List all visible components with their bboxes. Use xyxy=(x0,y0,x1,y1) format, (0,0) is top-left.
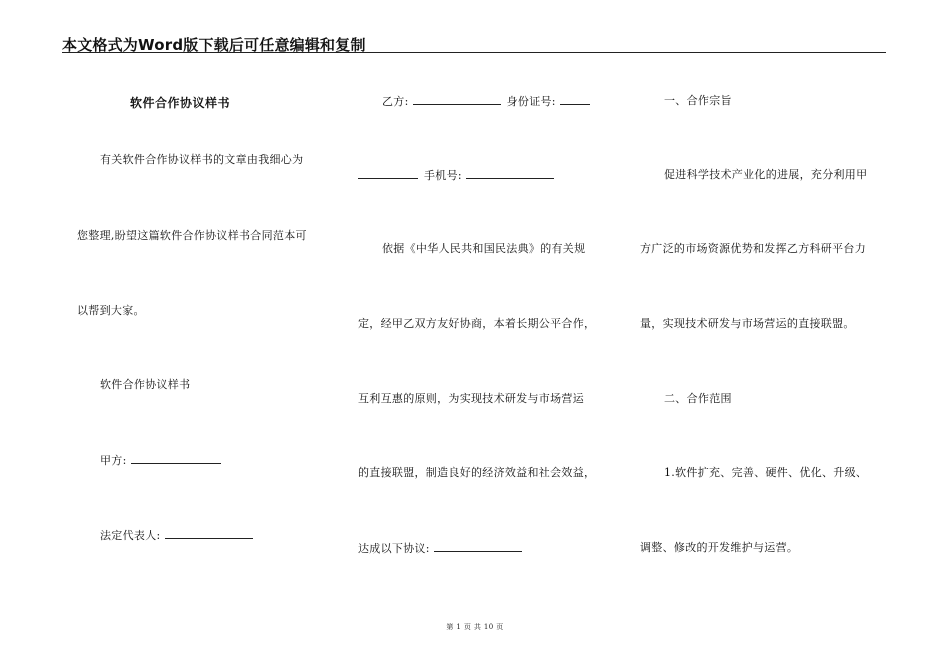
phone-field xyxy=(358,168,554,183)
agreement-blank xyxy=(434,541,522,552)
party-b-id-field xyxy=(382,94,590,109)
intro-line-2: 您整理,盼望这篇软件合作协议样书合同范本可 xyxy=(77,229,307,242)
document-header-title: 本文格式为Word版下载后可任意编辑和复制 xyxy=(62,36,366,54)
id-number-label: 身份证号: xyxy=(506,95,556,108)
agreement-field xyxy=(358,541,522,556)
body-line-2: 定，经甲乙双方友好协商，本着长期公平合作， xyxy=(358,317,596,330)
id-number-blank xyxy=(560,94,590,105)
document-title: 软件合作协议样书 xyxy=(130,96,231,110)
section1-line-1: 促进科学技术产业化的进展，充分利用甲 xyxy=(664,168,868,181)
intro-line-3: 以帮到大家。 xyxy=(77,304,145,317)
page-number: 第 1 页 共 10 页 xyxy=(446,623,504,631)
party-a-label: 甲方: xyxy=(100,454,127,467)
header-divider xyxy=(62,52,886,53)
agreement-label: 达成以下协议: xyxy=(358,542,430,555)
section1-line-3: 量，实现技术研发与市场营运的直接联盟。 xyxy=(640,317,855,330)
section2-heading: 二、合作范围 xyxy=(664,392,732,405)
phone-label: 手机号: xyxy=(424,169,462,182)
legal-rep-label: 法定代表人: xyxy=(100,529,161,542)
agreement-subtitle: 软件合作协议样书 xyxy=(100,378,191,391)
body-line-3: 互利互惠的原则，为实现技术研发与市场营运 xyxy=(358,392,584,405)
section2-line-1: 1.软件扩充、完善、硬件、优化、升级、 xyxy=(664,466,868,479)
body-line-1: 依据《中华人民共和国民法典》的有关规 xyxy=(382,242,586,255)
phone-blank xyxy=(466,168,554,179)
intro-line-1: 有关软件合作协议样书的文章由我细心为 xyxy=(100,153,304,166)
party-a-blank xyxy=(131,453,221,464)
party-a-field xyxy=(100,453,221,468)
legal-rep-field xyxy=(100,528,253,543)
section1-line-2: 方广泛的市场资源优势和发挥乙方科研平台力 xyxy=(640,242,866,255)
party-b-label: 乙方: xyxy=(382,95,409,108)
section2-line-2: 调整、修改的开发维护与运营。 xyxy=(640,541,799,554)
party-b-blank xyxy=(413,94,501,105)
legal-rep-blank xyxy=(165,528,253,539)
section1-heading: 一、合作宗旨 xyxy=(664,94,732,107)
body-line-4: 的直接联盟，制造良好的经济效益和社会效益， xyxy=(358,466,596,479)
name-blank xyxy=(358,168,418,179)
